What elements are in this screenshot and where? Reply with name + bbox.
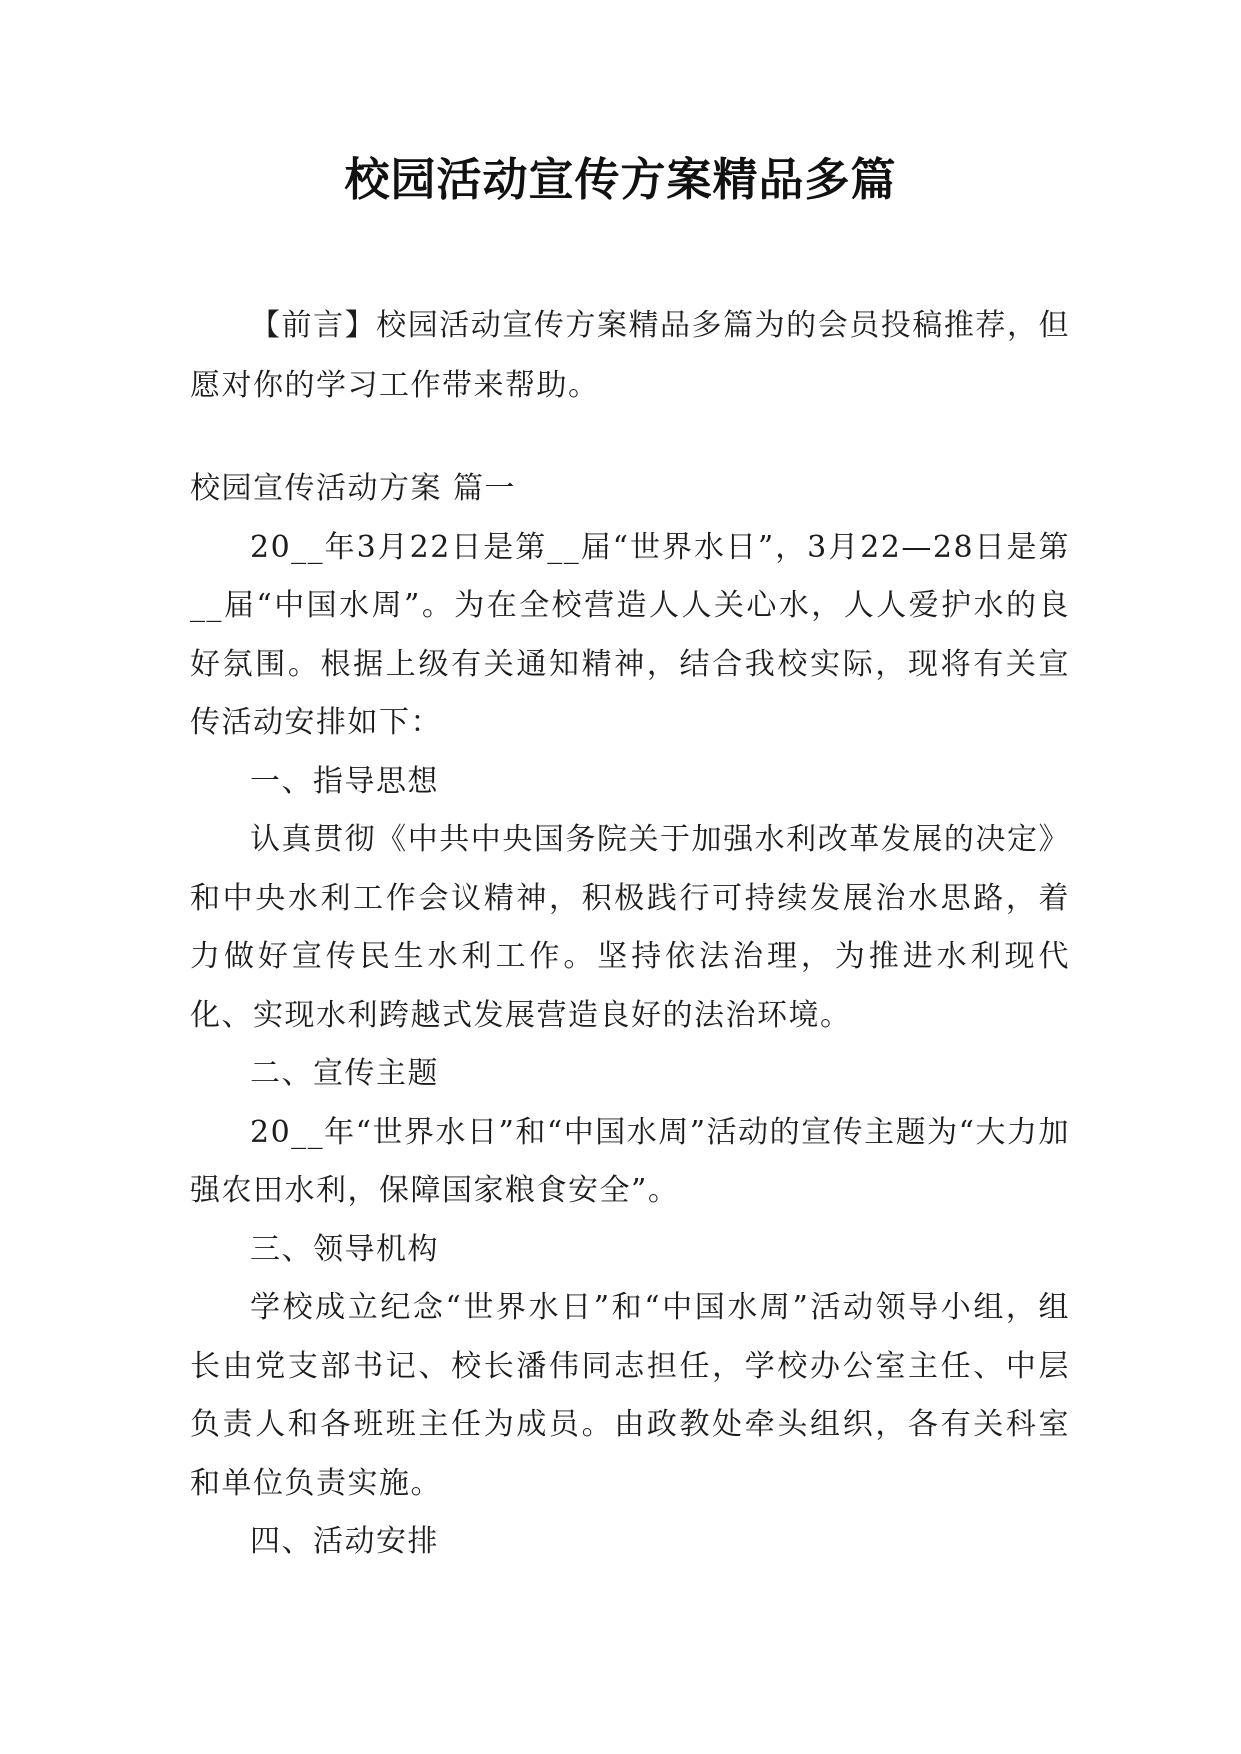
heading-guiding-thought: 一、指导思想: [250, 763, 439, 799]
preface-block: [190, 296, 1070, 416]
document-title: 校园活动宣传方案精品多篇: [344, 153, 897, 206]
preface-paragraph: 【前言】校园活动宣传方案精品多篇为的会员投稿推荐，但愿对你的学习工作带来帮助。: [190, 308, 1070, 403]
paragraph-guiding-thought: 认真贯彻《中共中央国务院关于加强水利改革发展的决定》和中央水利工作会议精神，积极践行可持续发展治水思路，着力做好宣传民生水利工作。坚持依法治理，为推进水利现代化、实现水利跨越式发展营造良好的法治环境。: [190, 822, 1070, 1033]
paragraph-theme: 20__年“世界水日”和“中国水周”活动的宣传主题为“大力加强农田水利，保障国家粮食安全”。: [190, 1114, 1070, 1208]
section-heading: 校园宣传活动方案 篇一: [190, 471, 517, 506]
intro-paragraph: 20__年3月22日是第__届“世界水日”，3月22—28日是第__届“中国水周”。为在全校营造人人关心水，人人爱护水的良好氛围。根据上级有关通知精神，结合我校实际，现将有关宣传活动安排如下：: [190, 529, 1070, 740]
heading-activities: 四、活动安排: [250, 1524, 439, 1559]
heading-leadership: 三、领导机构: [250, 1231, 439, 1267]
heading-theme: 二、宣传主题: [250, 1056, 439, 1091]
paragraph-leadership: 学校成立纪念“世界水日”和“中国水周”活动领导小组，组长由党支部书记、校长潘伟同志担任，学校办公室主任、中层负责人和各班班主任为成员。由政教处牵头组织，各有关科室和单位负责实施。: [190, 1290, 1070, 1501]
document-body: [190, 460, 1070, 1572]
